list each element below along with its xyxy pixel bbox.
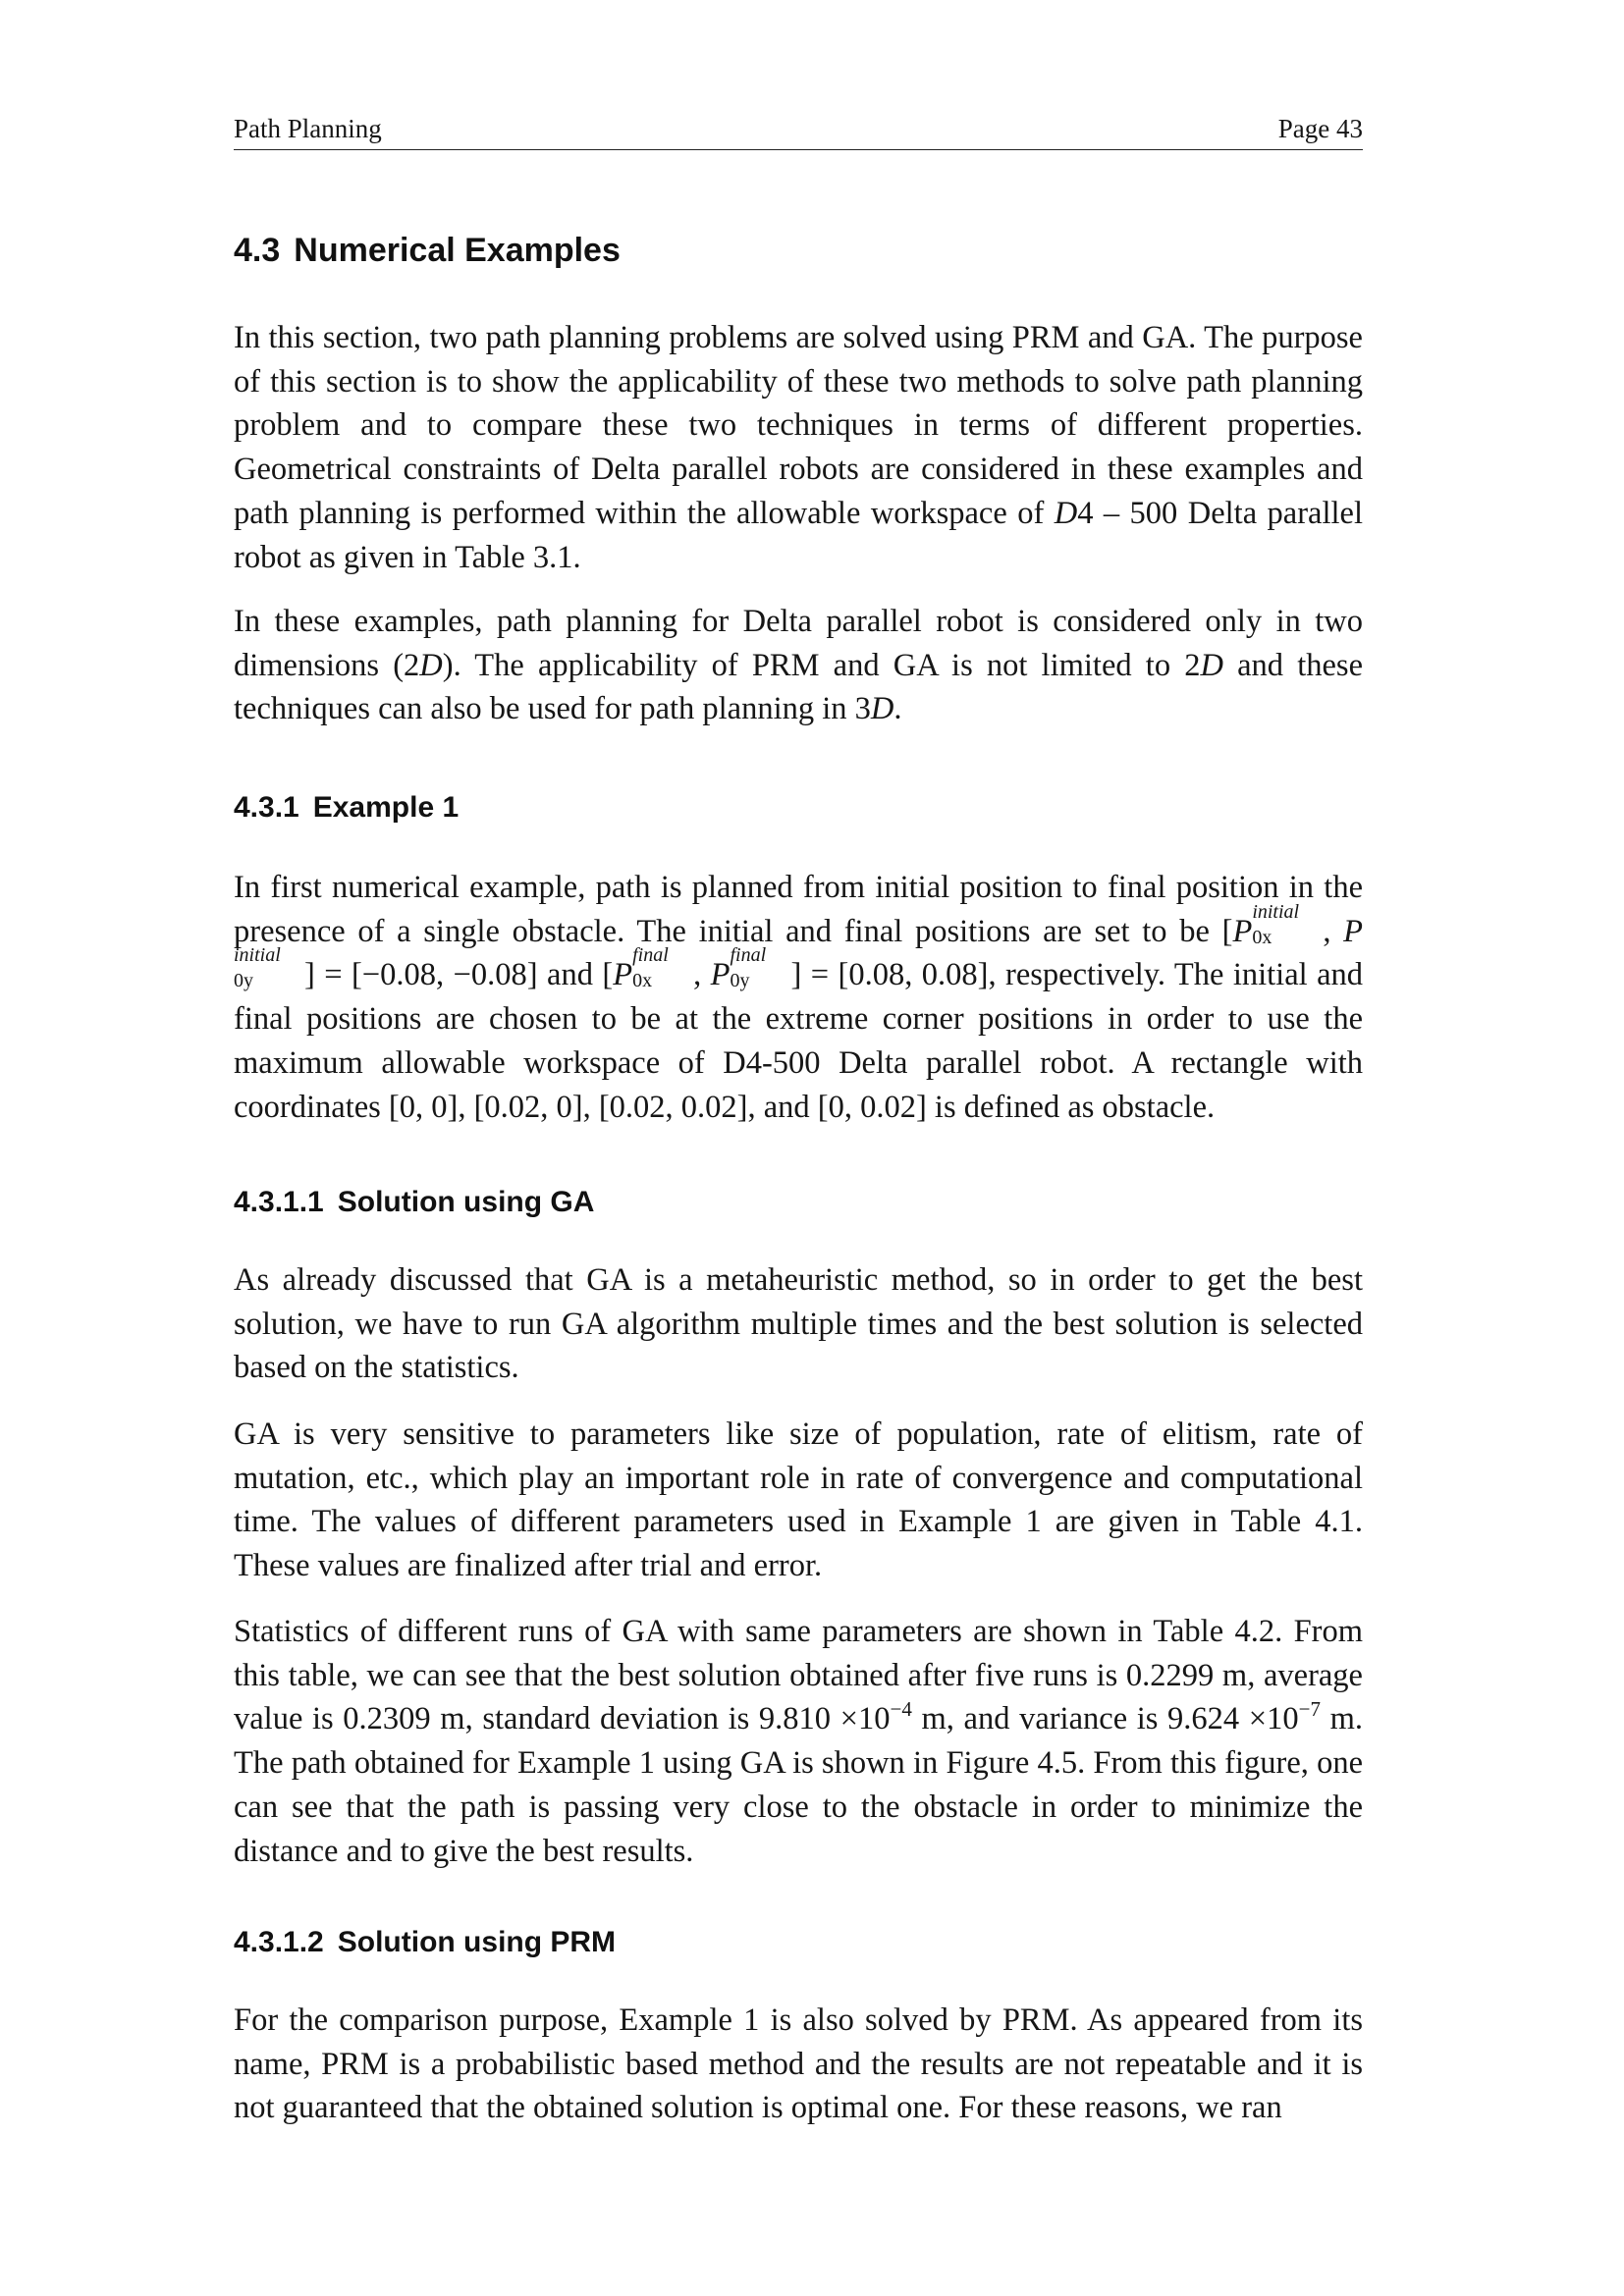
running-header — [234, 110, 1363, 150]
paragraph-ga-metaheuristic: As already discussed that GA is a metaheuristic method, so in order to get the best solution, we have to run GA algorithm multiple times and the best solution is selected based on the statistics. — [234, 1262, 1363, 1386]
header-page-number: Page 43 — [1277, 114, 1363, 143]
section-number: 4.3.1 — [234, 791, 299, 824]
section-title: Solution using PRM — [337, 1926, 617, 1958]
section-heading-4-3-1-1 — [234, 1186, 594, 1219]
section-title: Solution using GA — [337, 1186, 595, 1218]
section-number: 4.3 — [234, 232, 281, 269]
section-title: Numerical Examples — [294, 232, 621, 269]
paragraph-ga-statistics: Statistics of different runs of GA with same parameters are shown in Table 4.2. From this table, we can see that the best solution obtained after five runs is 0.2299 m, average value is 0.2309 m, standard deviation is $9.810 \times 10^{-4}$ m, and variance is $9.624 \times 10^{-7}$ m. The path obtained for Example 1 using GA is shown in Figure 4.5. From this figure, one can see that the path is passing very close to the obstacle in order to minimize the distance and to give the best results. — [234, 1614, 1363, 1869]
section-title: Example 1 — [312, 791, 460, 824]
section-number: 4.3.1.1 — [234, 1186, 324, 1218]
paragraph-intro: In this section, two path planning problems are solved using PRM and GA. The purpose of this section is to show the applicability of these two methods to solve path planning problem and to compare these two techniques in terms of different properties. Geometrical constraints of Delta parallel robots are considered in these examples and path planning is performed within the allowable workspace of D4 – 500 Delta parallel robot as given in Table 3.1. — [234, 320, 1363, 575]
paragraph-prm-comparison: For the comparison purpose, Example 1 is also solved by PRM. As appeared from its name, PRM is a probabilistic based method and the results are not repeatable and it is not guaranteed that the obtained solution is optimal one. For these reasons, we ran — [234, 2002, 1363, 2126]
paragraph-ga-parameters: GA is very sensitive to parameters like size of population, rate of elitism, rate of mutation, etc., which play an important role in rate of convergence and computational time. The values of different parameters used in Example 1 are given in Table 4.1. These values are finalized after trial and error. — [234, 1416, 1363, 1584]
header-chapter-title: Path Planning — [234, 114, 382, 143]
section-heading-4-3-1 — [234, 791, 459, 825]
section-number: 4.3.1.2 — [234, 1926, 324, 1958]
section-heading-4-3-1-2 — [234, 1926, 616, 1959]
paragraph-example-1: In first numerical example, path is planned from initial position to final position in the presence of a single obstacle. The initial and final positions are set to be [P initial 0x , P initial 0y ] = [−0.08, −0.08] and [P final 0x , P final 0y ] = [0.08, 0.08], respectively. The initial and final positions are chosen to be at the extreme corner positions in order to use the maximum allowable workspace of D4-500 Delta parallel robot. A rectangle with coordinates [0, 0], [0.02, 0], [0.02, 0.02], and [0, 0.02] is defined as obstacle. — [234, 870, 1364, 1125]
paragraph-2d-note: In these examples, path planning for Delta parallel robot is considered only in two dimensions (2D). The applicability of PRM and GA is not limited to 2D and these techniques can also be used for path planning in 3D. — [234, 604, 1363, 727]
section-heading-4-3 — [234, 232, 621, 270]
